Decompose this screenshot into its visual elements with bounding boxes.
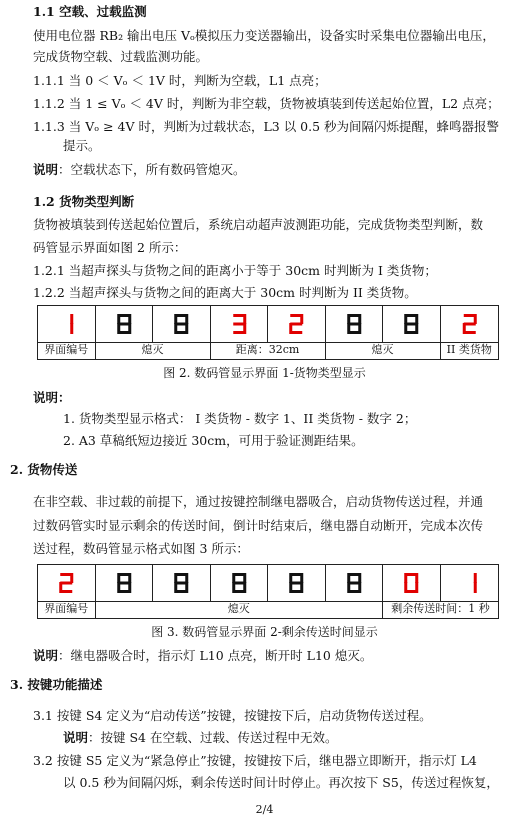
- s11-item-2: 1.1.2 当 1 ≤ Vₒ ＜ 4V 时，判断为非空载，货物被填装到传送起始位置，L2 点亮；: [33, 96, 500, 111]
- digit-cell: [268, 565, 326, 601]
- digit-cell: [153, 565, 211, 601]
- digit-cell: [383, 565, 441, 601]
- digit-cell: [153, 306, 211, 342]
- fig3-digit-display: [37, 564, 499, 602]
- s11-para-line1: 使用电位器 RB₂ 输出电压 Vₒ模拟压力变送器输出，设备实时采集电位器输出电压，: [33, 28, 495, 43]
- seven-segment-digit: [268, 565, 325, 601]
- s2-para-line2: 过数码管实时显示剩余的传送时间，倒计时结束后，继电器自动断开，完成本次传: [33, 518, 484, 533]
- seven-segment-digit: [441, 565, 499, 601]
- s2-para-line3: 送过程，数码管显示格式如图 3 所示：: [33, 541, 249, 556]
- s3-item-1: 3.1 按键 S4 定义为“启动传送”按键，按键按下后，启动货物传送过程。: [33, 708, 432, 723]
- note2-item-1: 1. 货物类型显示格式： I 类货物 - 数字 1、II 类货物 - 数字 2；: [63, 411, 417, 426]
- digit-cell: [211, 306, 269, 342]
- s3-note-1: [63, 730, 337, 746]
- digit-cell: [38, 565, 96, 601]
- note2-item-2: 2. A3 草稿纸短边接近 30cm，可用于验证测距结果。: [63, 433, 364, 448]
- seven-segment-digit: [383, 565, 440, 601]
- section-1-1-heading: 1.1 空载、过载监测: [33, 4, 147, 19]
- seven-segment-digit: [153, 306, 210, 342]
- seven-segment-digit: [326, 306, 383, 342]
- seven-segment-digit: [326, 565, 383, 601]
- display-segment-label: 距离：32cm: [210, 342, 326, 360]
- digit-cell: [38, 306, 96, 342]
- note-label: 说明: [33, 648, 59, 663]
- seven-segment-digit: [441, 306, 499, 342]
- section-3-heading: 3. 按键功能描述: [10, 677, 103, 692]
- fig2-caption: 图 2. 数码管显示界面 1-货物类型显示: [163, 366, 366, 380]
- seven-segment-digit: [268, 306, 325, 342]
- s11-item-1: 1.1.1 当 0 ＜ Vₒ ＜ 1V 时，判断为空载，L1 点亮；: [33, 73, 327, 88]
- s11-para-line2: 完成货物空载、过载监测功能。: [33, 49, 209, 64]
- s12-item-1: 1.2.1 当超声探头与货物之间的距离小于等于 30cm 时判断为 I 类货物；: [33, 263, 437, 278]
- note-label: 说明: [33, 162, 59, 177]
- display-segment-label: II 类货物: [440, 342, 500, 360]
- seven-segment-digit: [211, 565, 268, 601]
- fig2-digit-display: [37, 305, 499, 343]
- display-segment-label: 熄灭: [95, 342, 211, 360]
- seven-segment-digit: [96, 306, 153, 342]
- note-text: ：继电器吸合时，指示灯 L10 点亮，断开时 L10 熄灭。: [58, 648, 373, 663]
- s12-para-line2: 码管显示界面如图 2 所示：: [33, 240, 187, 255]
- display-segment-label: 熄灭: [325, 342, 441, 360]
- digit-cell: [268, 306, 326, 342]
- display-segment-label: 界面编号: [37, 601, 96, 619]
- section-2-heading: 2. 货物传送: [10, 462, 78, 477]
- fig3-caption: 图 3. 数码管显示界面 2-剩余传送时间显示: [151, 625, 378, 639]
- digit-cell: [326, 565, 384, 601]
- digit-cell: [211, 565, 269, 601]
- display-segment-label: 界面编号: [37, 342, 96, 360]
- fig3-note: [33, 648, 372, 664]
- s11-note: [33, 162, 246, 178]
- page-number: 2/4: [255, 803, 274, 816]
- s12-item-2: 1.2.2 当超声探头与货物之间的距离大于 30cm 时判断为 II 类货物。: [33, 285, 417, 300]
- note-text: ：按键 S4 在空载、过载、传送过程中无效。: [88, 730, 338, 745]
- note-text: ：空载状态下，所有数码管熄灭。: [58, 162, 246, 177]
- note2-label: 说明：: [33, 390, 71, 405]
- s2-para-line1: 在非空载、非过载的前提下，通过按键控制继电器吸合，启动货物传送过程，并通: [33, 494, 484, 509]
- s11-item-3-cont: 提示。: [63, 138, 101, 153]
- digit-cell: [96, 306, 154, 342]
- section-1-2-heading: 1.2 货物类型判断: [33, 194, 135, 209]
- note-label: 说明: [63, 730, 89, 745]
- digit-cell: [441, 306, 499, 342]
- seven-segment-digit: [38, 565, 95, 601]
- display-segment-label: 熄灭: [95, 601, 384, 619]
- seven-segment-digit: [211, 306, 268, 342]
- digit-cell: [383, 306, 441, 342]
- seven-segment-digit: [96, 565, 153, 601]
- s3-item-2: 3.2 按键 S5 定义为“紧急停止”按键，按键按下后，继电器立即断开，指示灯 L4: [33, 753, 477, 768]
- s11-item-3: 1.1.3 当 Vₒ ≥ 4V 时，判断为过载状态，L3 以 0.5 秒为间隔闪烁提醒，蜂鸣器报警: [33, 119, 500, 134]
- seven-segment-digit: [153, 565, 210, 601]
- s12-para-line1: 货物被填装到传送起始位置后，系统启动超声波测距功能，完成货物类型判断，数: [33, 217, 484, 232]
- seven-segment-digit: [383, 306, 440, 342]
- digit-cell: [326, 306, 384, 342]
- s3-item-2-cont: 以 0.5 秒为间隔闪烁，剩余传送时间计时停止。再次按下 S5，传送过程恢复，: [63, 775, 499, 790]
- display-segment-label: 剩余传送时间：1 秒: [382, 601, 499, 619]
- seven-segment-digit: [38, 306, 95, 342]
- digit-cell: [96, 565, 154, 601]
- digit-cell: [441, 565, 499, 601]
